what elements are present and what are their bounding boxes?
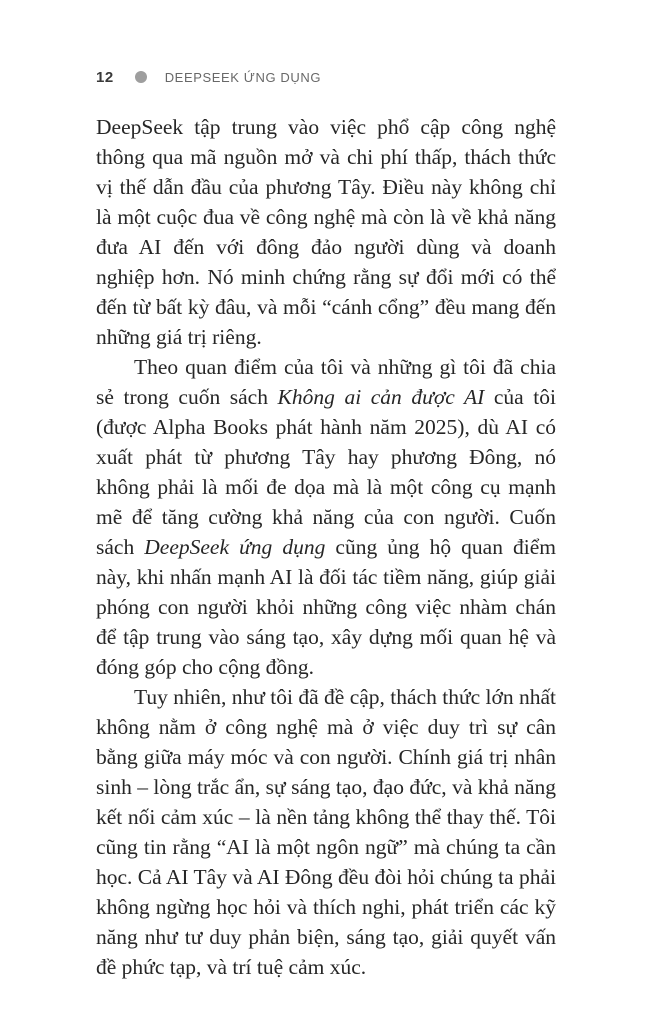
text-run: của tôi (được Alpha Books phát hành năm 2025), dù AI có xuất phát từ phương Tây hay phương Đông, nó không phải là mối đe dọa mà là một công cụ mạnh mẽ để tăng cường khả năng của con người. Cuốn sách: [96, 385, 556, 559]
bullet-circle-icon: [135, 71, 147, 83]
text-run: cũng ủng hộ quan điểm này, khi nhấn mạnh AI là đối tác tiềm năng, giúp giải phóng con người khỏi những công việc nhàm chán để tập trung vào sáng tạo, xây dựng mối quan hệ và đóng góp cho cộng đồng.: [96, 535, 556, 679]
text-run: Theo quan điểm của tôi và những gì tôi đã chia sẻ trong cuốn sách: [96, 355, 556, 409]
running-title: DEEPSEEK ỨNG DỤNG: [164, 69, 322, 85]
page-header: [96, 66, 647, 88]
paragraph: [96, 352, 556, 682]
paragraph: [96, 682, 556, 982]
body-text: [96, 112, 556, 982]
book-title-italic: Không ai cản được AI: [277, 385, 485, 409]
paragraph: [96, 112, 556, 352]
book-title-italic: DeepSeek ứng dụng: [144, 535, 326, 559]
page-number: 12: [96, 68, 114, 86]
text-run: Tuy nhiên, như tôi đã đề cập, thách thức lớn nhất không nằm ở công nghệ mà ở việc duy trì sự cân bằng giữa máy móc và con người. Chính giá trị nhân sinh – lòng trắc ẩn, sự sáng tạo, đạo đức, và khả năng kết nối cảm xúc – là nền tảng không thể thay thế. Tôi cũng tin rằng “AI là một ngôn ngữ” mà chúng ta cần học. Cả AI Tây và AI Đông đều đòi hỏi chúng ta phải không ngừng học hỏi và thích nghi, phát triển các kỹ năng như tư duy phản biện, sáng tạo, giải quyết vấn đề phức tạp, và trí tuệ cảm xúc.: [96, 685, 557, 979]
text-run: DeepSeek tập trung vào việc phổ cập công nghệ thông qua mã nguồn mở và chi phí thấp, thách thức vị thế dẫn đầu của phương Tây. Điều này không chỉ là một cuộc đua về công nghệ mà còn là về khả năng đưa AI đến với đông đảo người dùng và doanh nghiệp hơn. Nó minh chứng rằng sự đổi mới có thể đến từ bất kỳ đâu, và mỗi “cánh cổng” đều mang đến những giá trị riêng.: [96, 115, 556, 349]
